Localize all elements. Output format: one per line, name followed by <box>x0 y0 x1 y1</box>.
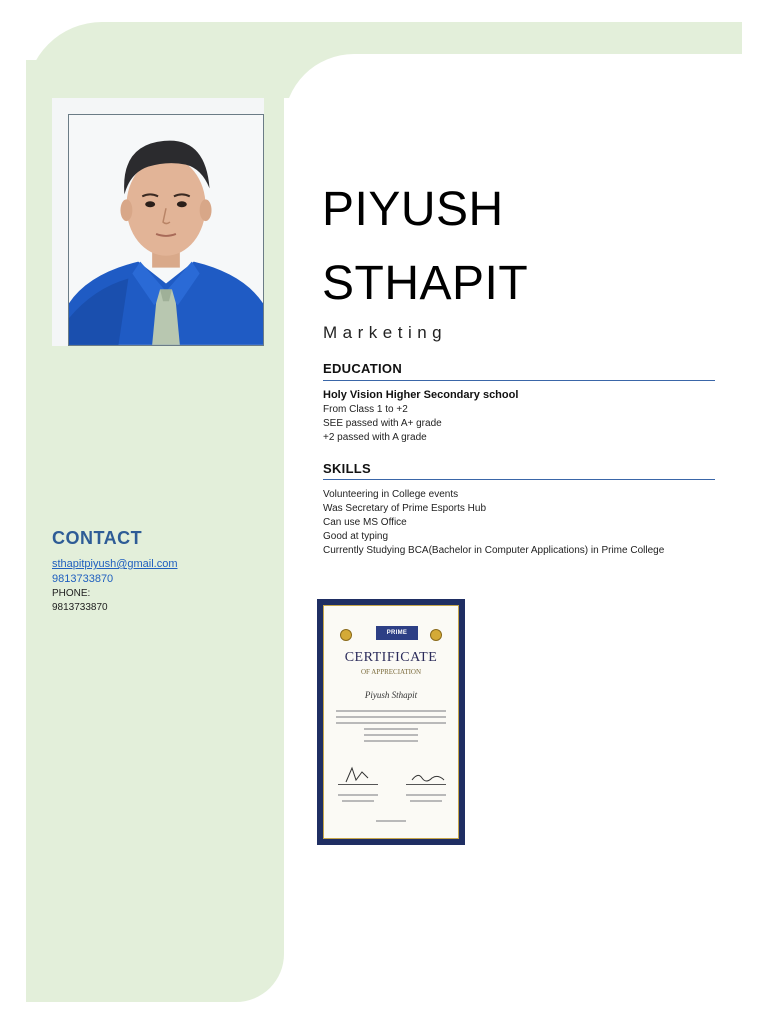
seal-icon <box>430 629 442 641</box>
certificate-text-line <box>364 734 418 736</box>
last-name: STHAPIT <box>322 257 529 310</box>
education-heading: EDUCATION <box>323 361 403 376</box>
profile-photo-image <box>68 114 264 346</box>
seal-icon <box>340 629 352 641</box>
skills-heading: SKILLS <box>323 461 372 476</box>
skill-item: Good at typing <box>323 531 389 542</box>
skill-item: Currently Studying BCA(Bachelor in Computer Applications) in Prime College <box>323 545 665 556</box>
contact-heading: CONTACT <box>52 528 143 548</box>
portrait-illustration <box>69 115 263 345</box>
signature-icon <box>408 770 448 784</box>
certificate-recipient: Piyush Sthapit <box>364 690 418 700</box>
signatory-text <box>410 800 442 802</box>
college-logo-text: PRIME <box>386 630 408 636</box>
email-link[interactable]: sthapitpiyush@gmail.com <box>52 558 178 570</box>
skills-divider <box>323 479 715 480</box>
education-line: +2 passed with A grade <box>323 432 427 443</box>
profile-photo <box>52 98 264 346</box>
first-name: PIYUSH <box>322 183 504 236</box>
phone-link[interactable]: 9813733870 <box>52 573 114 585</box>
signature-line <box>338 784 378 785</box>
certificate-body <box>323 605 459 839</box>
certificate-subtitle: OF APPRECIATION <box>360 668 422 676</box>
certificate-text-line <box>336 710 446 712</box>
job-title: Marketing <box>323 323 448 342</box>
certificate-title: CERTIFICATE <box>344 650 438 665</box>
certificate-text-line <box>336 716 446 718</box>
education-line: SEE passed with A+ grade <box>323 418 442 429</box>
certificate-text-line <box>336 722 446 724</box>
college-logo <box>376 626 418 640</box>
signatory-text <box>338 794 378 796</box>
signatory-text <box>406 794 446 796</box>
education-line: From Class 1 to +2 <box>323 404 408 415</box>
certificate-footer-text <box>376 820 406 822</box>
education-school: Holy Vision Higher Secondary school <box>323 389 519 401</box>
certificate-text-line <box>364 740 418 742</box>
phone-number: 9813733870 <box>52 602 108 613</box>
phone-label: PHONE: <box>52 588 91 599</box>
signatory-text <box>342 800 374 802</box>
skill-item: Was Secretary of Prime Esports Hub <box>323 503 487 514</box>
education-divider <box>323 380 715 381</box>
signature-icon <box>342 766 382 784</box>
certificate-image <box>317 599 465 845</box>
certificate-text-line <box>364 728 418 730</box>
signature-line <box>406 784 446 785</box>
skill-item: Can use MS Office <box>323 517 407 528</box>
skill-item: Volunteering in College events <box>323 489 459 500</box>
